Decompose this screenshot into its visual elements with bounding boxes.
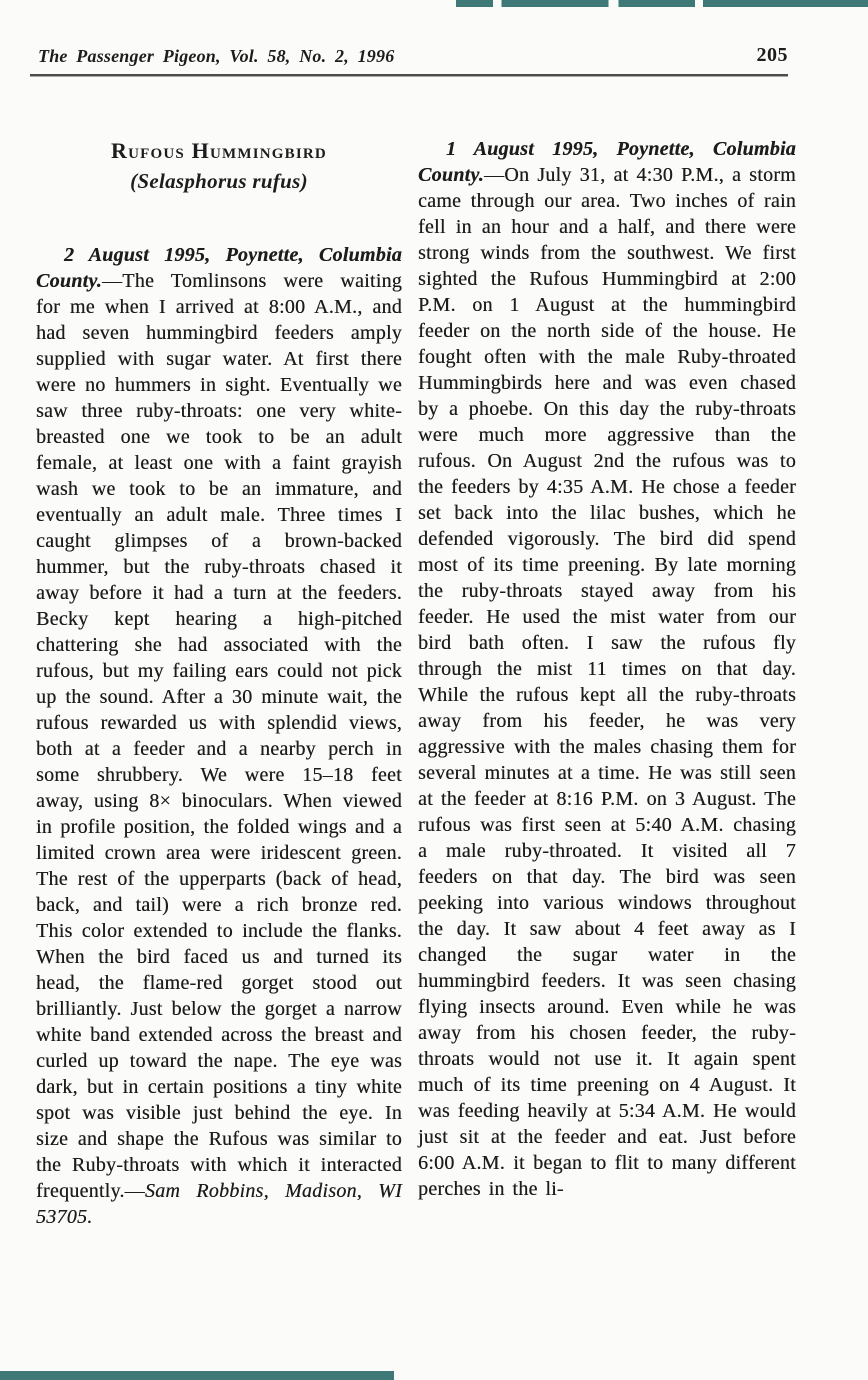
left-column [36, 136, 402, 1230]
page-header [38, 44, 788, 67]
article-title-block [36, 136, 402, 196]
left-column-body-text: —The Tomlinsons were waiting for me when I arrived at 8:00 A.M., and had seven hummingbird feeders amply supplied with sugar water. At first there were no hummers in sight. Eventually we saw three ruby-throats: one very white-breasted one we took to be an adult female, at least one with a faint grayish wash we took to be an immature, and eventually an adult male. Three times I caught glimpses of a brown-backed hummer, but the ruby-throats chased it away before it had a turn at the feeders. Becky kept hearing a high-pitched chattering she had associated with the rufous, but my failing ears could not pick up the sound. After a 30 minute wait, the rufous rewarded us with splendid views, both at a feeder and a nearby perch in some shrubbery. We were 15–18 feet away, using 8× binoculars. When viewed in profile position, the folded wings and a limited crown area were iridescent green. The rest of the upperparts (back of head, back, and tail) were a rich bronze red. This color extended to include the flanks. When the bird faced us and turned its head, the flame-red gorget stood out brilliantly. Just below the gorget a narrow white band extended across the breast and curled up toward the nape. The eye was dark, but in certain positions a tiny white spot was visible just behind the eye. In size and shape the Rufous was similar to the Ruby-throats with which it interacted frequently.— [36, 270, 402, 1202]
article-scientific-name: (Selasphorus rufus) [130, 169, 308, 193]
right-column-body-text: —On July 31, at 4:30 P.M., a storm came through our area. Two inches of rain fell in an hour and a half, and there were strong winds from the southwest. We first sighted the Rufous Hummingbird at 2:00 P.M. on 1 August at the hummingbird feeder on the north side of the house. He fought often with the male Ruby-throated Hummingbirds here and was even chased by a phoebe. On this day the ruby-throats were much more aggressive than the rufous. On August 2nd the rufous was to the feeders by 4:35 A.M. He chose a feeder set back into the lilac bushes, which he defended vigorously. The bird did spend most of its time preening. By late morning the ruby-throats stayed away from his feeder. He used the mist water from our bird bath often. I saw the rufous fly through the mist 11 times on that day. While the rufous kept all the ruby-throats away from his feeder, he was very aggressive with the males chasing them for several minutes at a time. He was still seen at the feeder at 8:16 P.M. on 3 August. The rufous was first seen at 5:40 A.M. chasing a male ruby-throated. It visited all 7 feeders on that day. The bird was seen peeking into various windows throughout the day. It saw about 4 feet away as I changed the sugar water in the hummingbird feeders. It was seen chasing flying insects around. Even while he was away from his chosen feeder, the ruby-throats would not use it. It again spent much of its time preening on 4 August. It was feeding heavily at 5:34 A.M. He would just sit at the feeder and eat. Just before 6:00 A.M. it began to flit to many different perches in the li- [418, 164, 796, 1200]
right-column-paragraph [418, 136, 796, 1202]
two-column-text [36, 136, 796, 1230]
entry-date-heading-left: 2 August 1995, Poynette, Columbia County. [36, 244, 402, 292]
scan-artifact-top-bar [456, 0, 868, 7]
scan-artifact-bottom-bar [0, 1371, 394, 1380]
page-number: 205 [756, 44, 788, 66]
header-divider [30, 74, 788, 77]
article-title: Rufous Hummingbird [111, 138, 327, 163]
author-signature: Sam Robbins, Madison, WI 53705. [36, 1180, 402, 1228]
entry-date-heading-right: 1 August 1995, Poynette, Columbia County. [418, 138, 796, 186]
left-column-paragraph [36, 242, 402, 1230]
right-column [418, 136, 796, 1230]
journal-title: The Passenger Pigeon, Vol. 58, No. 2, 1996 [38, 46, 395, 66]
